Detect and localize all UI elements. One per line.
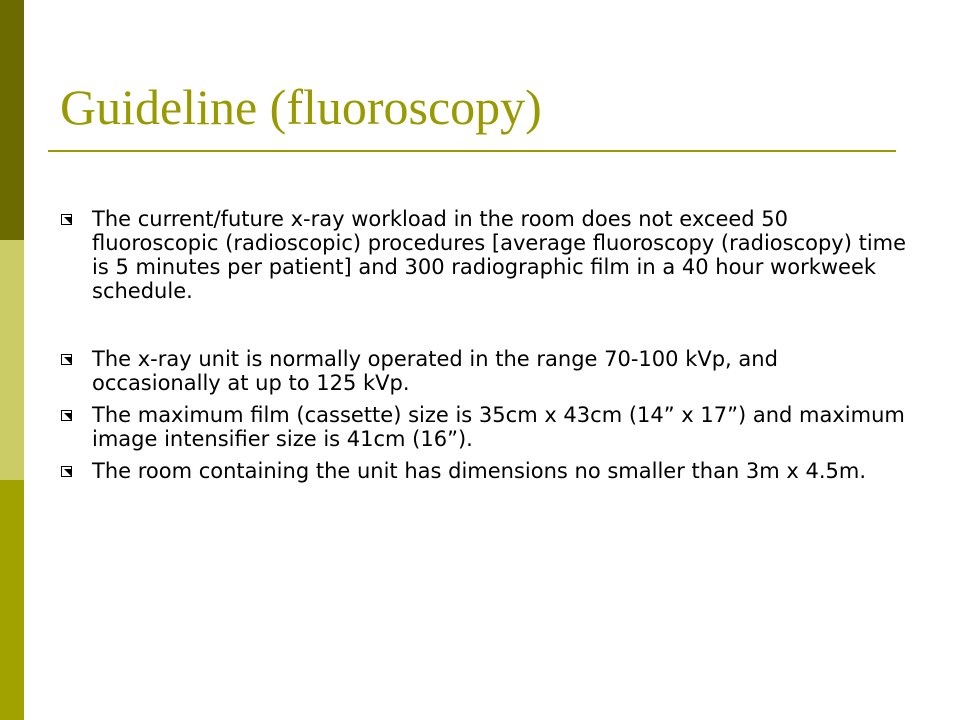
accent-bar-bottom-segment: [0, 480, 24, 720]
bullet-text: The x-ray unit is normally operated in the range 70-100 kVp, and occasionally at up to 125 kVp.: [92, 347, 778, 395]
bullet-item-film-size: [60, 403, 910, 451]
bullet-text: The current/future x-ray workload in the room does not exceed 50 fluoroscopic (radioscopic) procedures [average fluoroscopy (radioscopy) time is 5 minutes per patient] and 300 radiographic film in a 40 hour workweek schedule.: [92, 207, 907, 303]
left-accent-bar: [0, 0, 24, 720]
bullet-list: [60, 207, 910, 491]
bullet-text: The maximum film (cassette) size is 35cm x 43cm (14” x 17”) and maximum image intensifier size is 41cm (16”).: [92, 403, 905, 451]
square-bullet-icon: [61, 410, 72, 421]
slide-title: Guideline (fluoroscopy): [60, 79, 542, 135]
bullet-item-kvp-range: [60, 347, 910, 395]
square-bullet-icon: [61, 354, 72, 365]
title-underline: [48, 150, 896, 152]
accent-bar-top-segment: [0, 0, 24, 240]
bullet-item-room-dimensions: [60, 459, 910, 483]
bullet-text: The room containing the unit has dimensions no smaller than 3m x 4.5m.: [92, 459, 867, 483]
square-bullet-icon: [61, 466, 72, 477]
square-bullet-icon: [61, 214, 72, 225]
bullet-item-workload: [60, 207, 910, 303]
accent-bar-middle-segment: [0, 240, 24, 480]
